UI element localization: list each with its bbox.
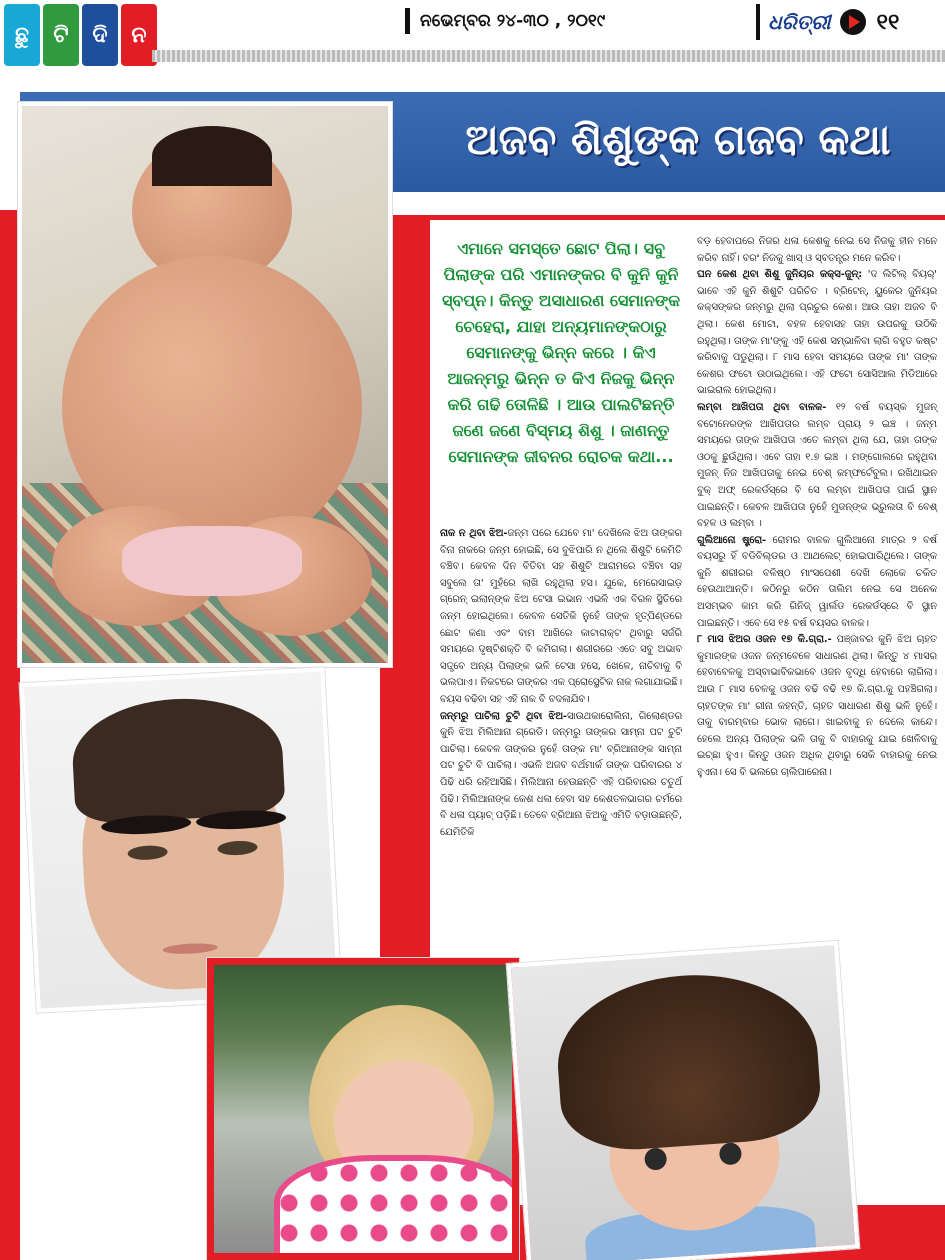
brand-logo: ଧରିତ୍ରୀ xyxy=(768,10,831,34)
article-paragraph xyxy=(697,400,937,533)
paragraph-text: ୧୨ ବର୍ଷ ବୟସ୍କ ମୁଜନ୍ ବଟୋନେରଙ୍କ ଆଖିପତାର ଲମ୍ବ ପ୍ରାୟ ୨ ଇଞ୍ଚ । ଜନ୍ମ ସମୟରେ ତାଙ୍କ ଆଖିପତା ଏତେ ଲମ୍ବା ଥିଲା ଯେ, ତାହା ତାଙ୍କ ଓଠକୁ ଛୁଉଁଥିଲା। ଏବେ ତାହା ୧.୭ ଇଞ୍ଚ । ମଙ୍ଗୋଲରେ ରହୁଥିବା ମୁଜନ୍ ନିଜ ଆଖିପତାକୁ ନେଇ ବେଶ୍ କମ୍ଫର୍ଟେବୁଲ। ରଖିଥାଇନ ବୁକ୍ ଅଫ୍ ରେକର୍ଡସ୍‌ରେ ବି ସେ ଲମ୍ବା ଆଖିପତା ପାଇଁ ସ୍ଥାନ ପାଇଛନ୍ତି। କେବଳ ଆଖିପତା ନୁହେଁ ମୁଜନ୍‌ଙ୍କ ଭ୍ରୁଲତା ବି ବେଶ୍ ବହଳ ଓ ଲମ୍ବା । xyxy=(697,401,937,530)
brand-block xyxy=(756,4,899,40)
article-column-left xyxy=(440,526,682,841)
page-title: ଅଜବ ଶିଶୁଙ୍କ ଗଜବ କଥା xyxy=(465,115,891,164)
subhead: ଘନ କେଶ ଥିବା ଶିଶୁ ଜୁନିୟର କକ୍ସ-ଜୁନ୍: xyxy=(697,269,863,281)
subhead: ଜନ୍ମରୁ ପାଚିଲା ଚୁଟି ଥିବା ଝିଅ- xyxy=(440,710,568,722)
page-number: ୧୧ xyxy=(876,9,900,35)
section-tab-letter: ଟି xyxy=(43,4,79,66)
article-paragraph xyxy=(697,267,937,400)
subhead: ନାକ ନ ଥିବା ଝିଅ- xyxy=(440,528,508,539)
section-tab-letter: ନ xyxy=(121,4,157,66)
article-paragraph xyxy=(697,632,937,781)
section-tab-letter: ଦି xyxy=(82,4,118,66)
article-paragraph xyxy=(697,533,937,633)
article-paragraph xyxy=(440,709,682,842)
header-rule xyxy=(152,50,945,62)
section-tabs xyxy=(4,4,157,66)
paragraph-text: ବଡ଼ ହେବାପରେ ନିଜର ଧଳା କେଶକୁ ନେଇ ସେ ନିଜକୁ ହୀନ ମନେ କରିବ ନାହିଁ। ବରଂ ନିଜକୁ ଖାସ୍ ଓ ସ୍ବତନ୍ତ୍ର ମନେ କରିବ। xyxy=(697,236,937,264)
paragraph-text: 'ଦ ଲିଟିଲ୍ ବିୟର୍' ଭାବେ ଏହି କୁନି ଶିଶୁଟି ପରିଚିତ । ବ୍ରିଟେନ୍, ୟୁକେର ଜୁନିୟର କକ୍ସଙ୍କର ଜନ୍ମରୁ ଥିଲା ପ୍ରଚୁର କେଶ। ଆଉ ତାହା ଅଜବ ବି ଥିଲା। କେଶ ମୋଟା, ବହଳ ହେବାସହ ତାହା ଉପରକୁ ଉଠିକି ରହୁଥିଲା। ତାଙ୍କ ମା'ଙ୍କୁ ଏହି କେଶ ସମ୍ଭାଳିବା ଲାଗି ବହୁତ କଷ୍ଟ କରିବାକୁ ପଡୁଥିଲା। ୮ ମାସ ହେବା ସମୟରେ ତାଙ୍କ ମା' ତାଙ୍କ କେଶର ଫଟୋ ଉଠାଇଥିଲେ। ଏହି ଫଟୋ ସୋସିଆଲ ମିଡିଆରେ ଭାଇରାଲ ହୋଇଥିଲା। xyxy=(697,269,937,397)
paragraph-text: ପଞ୍ଜାବର କୁନି ଝିଅ ଚାହତ କୁମାରଙ୍କ ଓଜନ ଜନ୍ମବେଳେ ସାଧାରଣ ଥିଲା। କିନ୍ତୁ ୪ ମାସର ହେବାବେଳକୁ ଅସ୍ବାଭାବିକଭାବେ ଓଜନ ବୃଦ୍ଧି ହେବାରେ ଲାଗିଲା। ଆଉ ୮ ମାସ ବେଳକୁ ଓଜନ ବଢି ବଢି ୧୭ କି.ଗ୍ରା.କୁ ପହଞ୍ଚିଗଲା। ଚାହତଙ୍କ ମା' ରୀନା କହନ୍ତି, ଚାହତ ସାଧାରଣ ଶିଶୁ ଭଳି ନୁହେଁ। ତାକୁ ବାରମ୍ବାର ଭୋକ ଲାଗେ। ଖାଇବାକୁ ନ ଦେଲେ କାନ୍ଦେ। ହେଲେ ଅନ୍ୟ ପିଲାଙ୍କ ଭଳି ତାକୁ ବି ବାହାରକୁ ଯାଇ ଖେଳିବାକୁ ଇଚ୍ଛା ହୁଏ। କିନ୍ତୁ ଓଜନ ଅଧିକ ଥିବାରୁ ସେକି ବାହାରକୁ ନେଇ ହୁଏନା। ସେ ବି ଭଲରେ ଚାଲିପାରେନା। xyxy=(697,634,937,778)
issue-date: ନଭେମ୍ବର ୨୪-୩୦ , ୨୦୧୯ xyxy=(405,8,605,34)
paragraph-text: ଜନ୍ମ ପରେ ଯେବେ ମା' ଦେଖିଲେ ଝିଅ ତାଙ୍କର ବିନା ନାକରେ ଜନ୍ମ ହୋଇଛି, ସେ ବୁଝିପାରି ନ ଥିଲେ ଶିଶୁଟି କେମିତି ବଞ୍ଚିବ। କେବଳ ଦିନ ବିତିବା ସହ ଶିଶୁଟି ଆରାମରେ ବଞ୍ଚିବା ସହ ସବୁଲେ ତା' ମୁହଁରେ ଲାଖି ରହୁଥିଲା ହସ। ଯୁକେ, ମେରେସାଇଡ଼ ଗ୍ରେନ୍ ଇଲାନ୍‌ଙ୍କ ଝିଅ ଟେସା ଇଭାନ ଏଭଳି ଏକ ବିରଳ ସ୍ଥିତିରେ ଜନ୍ମ ହୋଇଥିଲେ। କେବଳ ସେତିକି ନୁହେଁ ତାଙ୍କ ହୃତ୍‌ପିଣ୍ଡରେ ଛୋଟ କଣା ଏବଂ ବାମ ଆଖିରେ କାଟାରାକ୍ଟ ଥିବାରୁ ସର୍ଜରି ସମୟରେ ଦୃଷ୍ଟିଶକ୍ତି ବି କମିଗଲା। ଶରୀରରେ ଏତେ ସବୁ ଅଭାବ ସତ୍ତ୍ବେ ଅନ୍ୟ ପିଲାଙ୍କ ଭଳି ଟେସା ହସେ, ଖେଳେ, ନାଚିବାକୁ ବି ଭଲପାଏ। ନିକଟରେ ତାଙ୍କର ଏକ ପ୍ରୋସ୍ଥେଟିକ ନାକ ଲଗାଯାଇଛି। ବୟସ ବଢିବା ସହ ଏହି ନାକ ବି ବଦଳାଯିବ। xyxy=(440,528,682,705)
photo-heavy-baby xyxy=(18,102,392,667)
red-side-band xyxy=(0,210,20,1260)
article-paragraph xyxy=(440,526,682,709)
article-column-right xyxy=(697,234,937,782)
paragraph-text: ସାଉଥକାରୋଲିନା, ଗିଲୋଣ୍ଡର କୁନି ଝିଅ ମିଲିଆନା ଗ୍ରେଡି। ଜନ୍ମରୁ ତାଙ୍କର ସାମ୍ନା ପଟ ଚୁଟି ପାଚିଲା। କେବଳ ତାଙ୍କର ନୁହେଁ ତାଙ୍କ ମା' ବ୍ରିଆନାଙ୍କ ସାମ୍ନା ପଟ ଚୁଟି ବି ପାଚିଲା। ଏଭଳି ଅଜବ ବର୍ଥମାର୍କ ତାଙ୍କ ପରିବାରର ୪ ପିଢି ଧରି ରହିଆସିଛି। ମିଲିଆନା ହେଉଛନ୍ତି ଏହି ପରିବାରର ଚତୁର୍ଥ ପିଢି। ମିଲିଆନାଙ୍କ କେଶ ଧଳା ହେବା ସହ କେଶତଳଭାଗର ଚର୍ମରେ ବି ଧଳା ପ୍ୟାଚ୍ ପଡ଼ିଛି। ତେବେ ବ୍ରିଆନା ଝିଅକୁ ଏମିତି ବଡ଼ାଉଛନ୍ତି, ଯେମିତିକି xyxy=(440,710,683,838)
article-paragraph xyxy=(697,234,937,267)
play-icon xyxy=(840,9,866,35)
subhead: ୮ ମାସ ଝିଅର ଓଜନ ୧୭ କି.ଗ୍ରା.- xyxy=(697,634,832,646)
paragraph-text: ରୋମର ବାଳକ ଗୁଲିଆନୋ ମାତ୍ର ୨ ବର୍ଷ ବୟସରୁ ହିଁ ବଡିବିଲ୍ଡର ଓ ଆଥଲେଟ୍ ହୋଇପାରିଥିଲେ। ତାଙ୍କ କୁନି ଶରୀରର ବଳିଷ୍ଠ ମାଂସପେଶୀ ଦେଖି ଲୋକେ ଚକିତ ହେଉଥାଆନ୍ତି। କଠିନରୁ କଠିନ ତାଲିମ ନେଇ ସେ ଅନେକ ଅସମ୍ଭବ କାମ କରି ଗିନିଜ୍ ୱାର୍ଲଡ ରେକର୍ଡସ୍‌ରେ ବି ସ୍ଥାନ ପାଇଛନ୍ତି। ଏବେ ସେ ୧୫ ବର୍ଷ ବୟସର ବାଳକ। xyxy=(697,534,937,629)
photo-girl-no-nose xyxy=(207,958,519,1260)
subhead: ଗୁଲିଆନୋ ଷ୍ଟ୍ରୋ- xyxy=(697,534,767,546)
subhead: ଲମ୍ବା ଆଖିପତା ଥିବା ବାଳକ- xyxy=(697,401,827,413)
section-tab-letter: ଛୁ xyxy=(4,4,40,66)
photo-hairy-baby xyxy=(507,941,860,1260)
intro-text: ଏମାନେ ସମସ୍ତେ ଛୋଟ ପିଲା। ସବୁ ପିଲାଙ୍କ ପରି ଏମାନଙ୍କର ବି କୁନି କୁନି ସ୍ବପ୍ନ। କିନ୍ତୁ ଅସାଧାରଣ ସେମାନଙ୍କ ଚେହେରା, ଯାହା ଅନ୍ୟମାନଙ୍କଠାରୁ ସେମାନଙ୍କୁ ଭିନ୍ନ କରେ । କିଏ ଆଜନ୍ମରୁ ଭିନ୍ନ ତ କିଏ ନିଜକୁ ଭିନ୍ନ କରି ଗଢି ତୋଳିଛି । ଆଉ ପାଲଟିଛନ୍ତି ଜଣେ ଜଣେ ବିସ୍ମୟ ଶିଶୁ । ଜାଣନ୍ତୁ ସେମାନଙ୍କ ଜୀବନର ରୋଚକ କଥା... xyxy=(441,239,681,466)
